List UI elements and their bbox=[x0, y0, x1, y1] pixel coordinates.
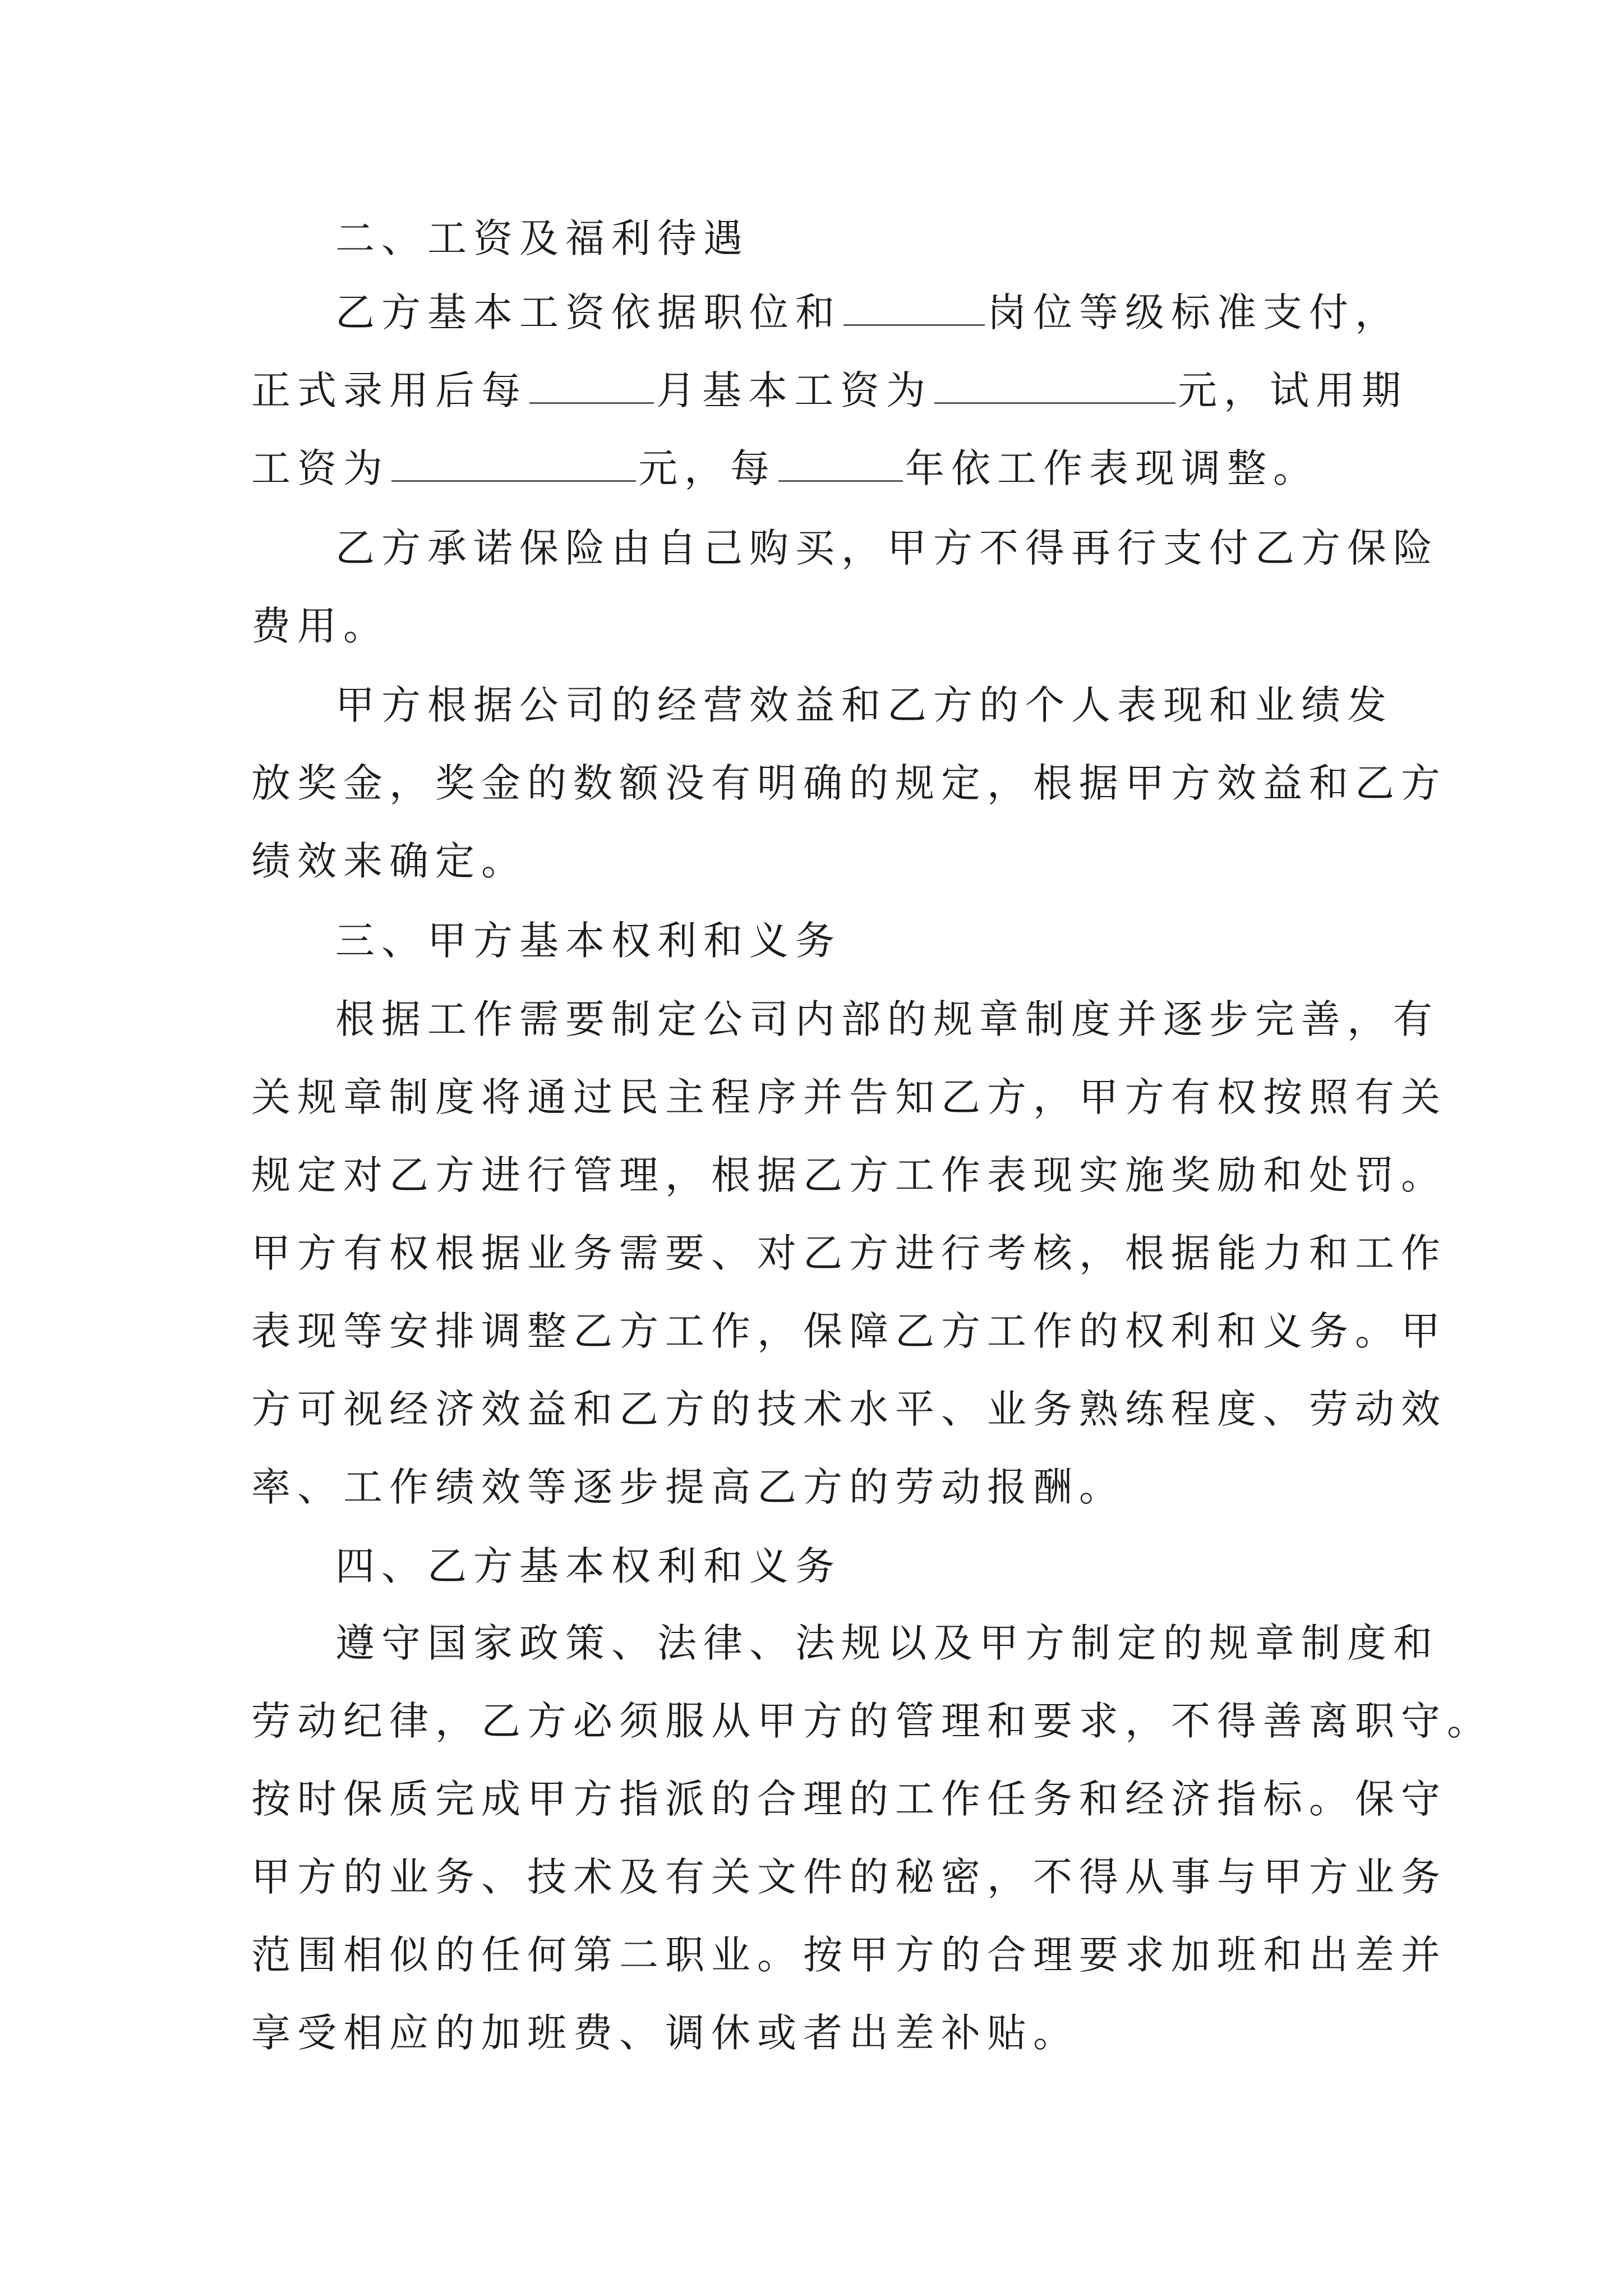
paragraph-line: 关规章制度将通过民主程序并告知乙方，甲方有权按照有关 bbox=[251, 1074, 1447, 1120]
paragraph-line: 工资为 元，每 年依工作表现调整。 bbox=[251, 445, 1319, 491]
paragraph-line: 乙方承诺保险由自己购买，甲方不得再行支付乙方保险 bbox=[335, 525, 1439, 571]
paragraph-line: 按时保质完成甲方指派的合理的工作任务和经济指标。保守 bbox=[251, 1776, 1447, 1822]
paragraph-line: 根据工作需要制定公司内部的规章制度并逐步完善，有 bbox=[335, 996, 1439, 1042]
fill-blank[interactable] bbox=[934, 367, 1175, 404]
fill-blank[interactable] bbox=[529, 367, 654, 404]
section-heading-party-b: 四、乙方基本权利和义务 bbox=[335, 1543, 841, 1589]
paragraph-line: 方可视经济效益和乙方的技术水平、业务熟练程度、劳动效 bbox=[251, 1386, 1447, 1432]
paragraph-line: 率、工作绩效等逐步提高乙方的劳动报酬。 bbox=[251, 1464, 1125, 1510]
paragraph-insurance bbox=[251, 509, 1439, 665]
fill-blank[interactable] bbox=[843, 289, 985, 326]
paragraph-line: 规定对乙方进行管理，根据乙方工作表现实施奖励和处罚。 bbox=[251, 1152, 1447, 1198]
paragraph-line: 甲方的业务、技术及有关文件的秘密，不得从事与甲方业务 bbox=[251, 1854, 1447, 1900]
paragraph-bonus bbox=[251, 666, 1447, 900]
paragraph-line: 表现等安排调整乙方工作，保障乙方工作的权利和义务。甲 bbox=[251, 1308, 1447, 1354]
paragraph-line: 费用。 bbox=[251, 603, 389, 649]
fill-blank[interactable] bbox=[391, 445, 636, 482]
paragraph-salary bbox=[251, 274, 1408, 508]
paragraph-line: 遵守国家政策、法律、法规以及甲方制定的规章制度和 bbox=[335, 1620, 1439, 1666]
paragraph-line: 绩效来确定。 bbox=[251, 838, 527, 884]
paragraph-line: 乙方基本工资依据职位和 岗位等级标准支付， bbox=[335, 289, 1401, 335]
section-heading-party-a: 三、甲方基本权利和义务 bbox=[335, 918, 841, 964]
paragraph-line: 享受相应的加班费、调休或者出差补贴。 bbox=[251, 2010, 1079, 2056]
fill-blank[interactable] bbox=[778, 445, 903, 482]
paragraph-line: 范围相似的任何第二职业。按甲方的合理要求加班和出差并 bbox=[251, 1932, 1447, 1978]
paragraph-party-b-rights bbox=[251, 1604, 1493, 2072]
section-heading-wages: 二、工资及福利待遇 bbox=[335, 215, 749, 261]
paragraph-line: 放奖金，奖金的数额没有明确的规定，根据甲方效益和乙方 bbox=[251, 760, 1447, 806]
paragraph-line: 甲方有权根据业务需要、对乙方进行考核，根据能力和工作 bbox=[251, 1230, 1447, 1276]
paragraph-line: 甲方根据公司的经营效益和乙方的个人表现和业绩发 bbox=[335, 682, 1393, 728]
paragraph-party-a-rights bbox=[251, 981, 1447, 1526]
paragraph-line: 正式录用后每 月基本工资为 元，试用期 bbox=[251, 367, 1408, 413]
paragraph-line: 劳动纪律，乙方必须服从甲方的管理和要求，不得善离职守。 bbox=[251, 1698, 1493, 1744]
